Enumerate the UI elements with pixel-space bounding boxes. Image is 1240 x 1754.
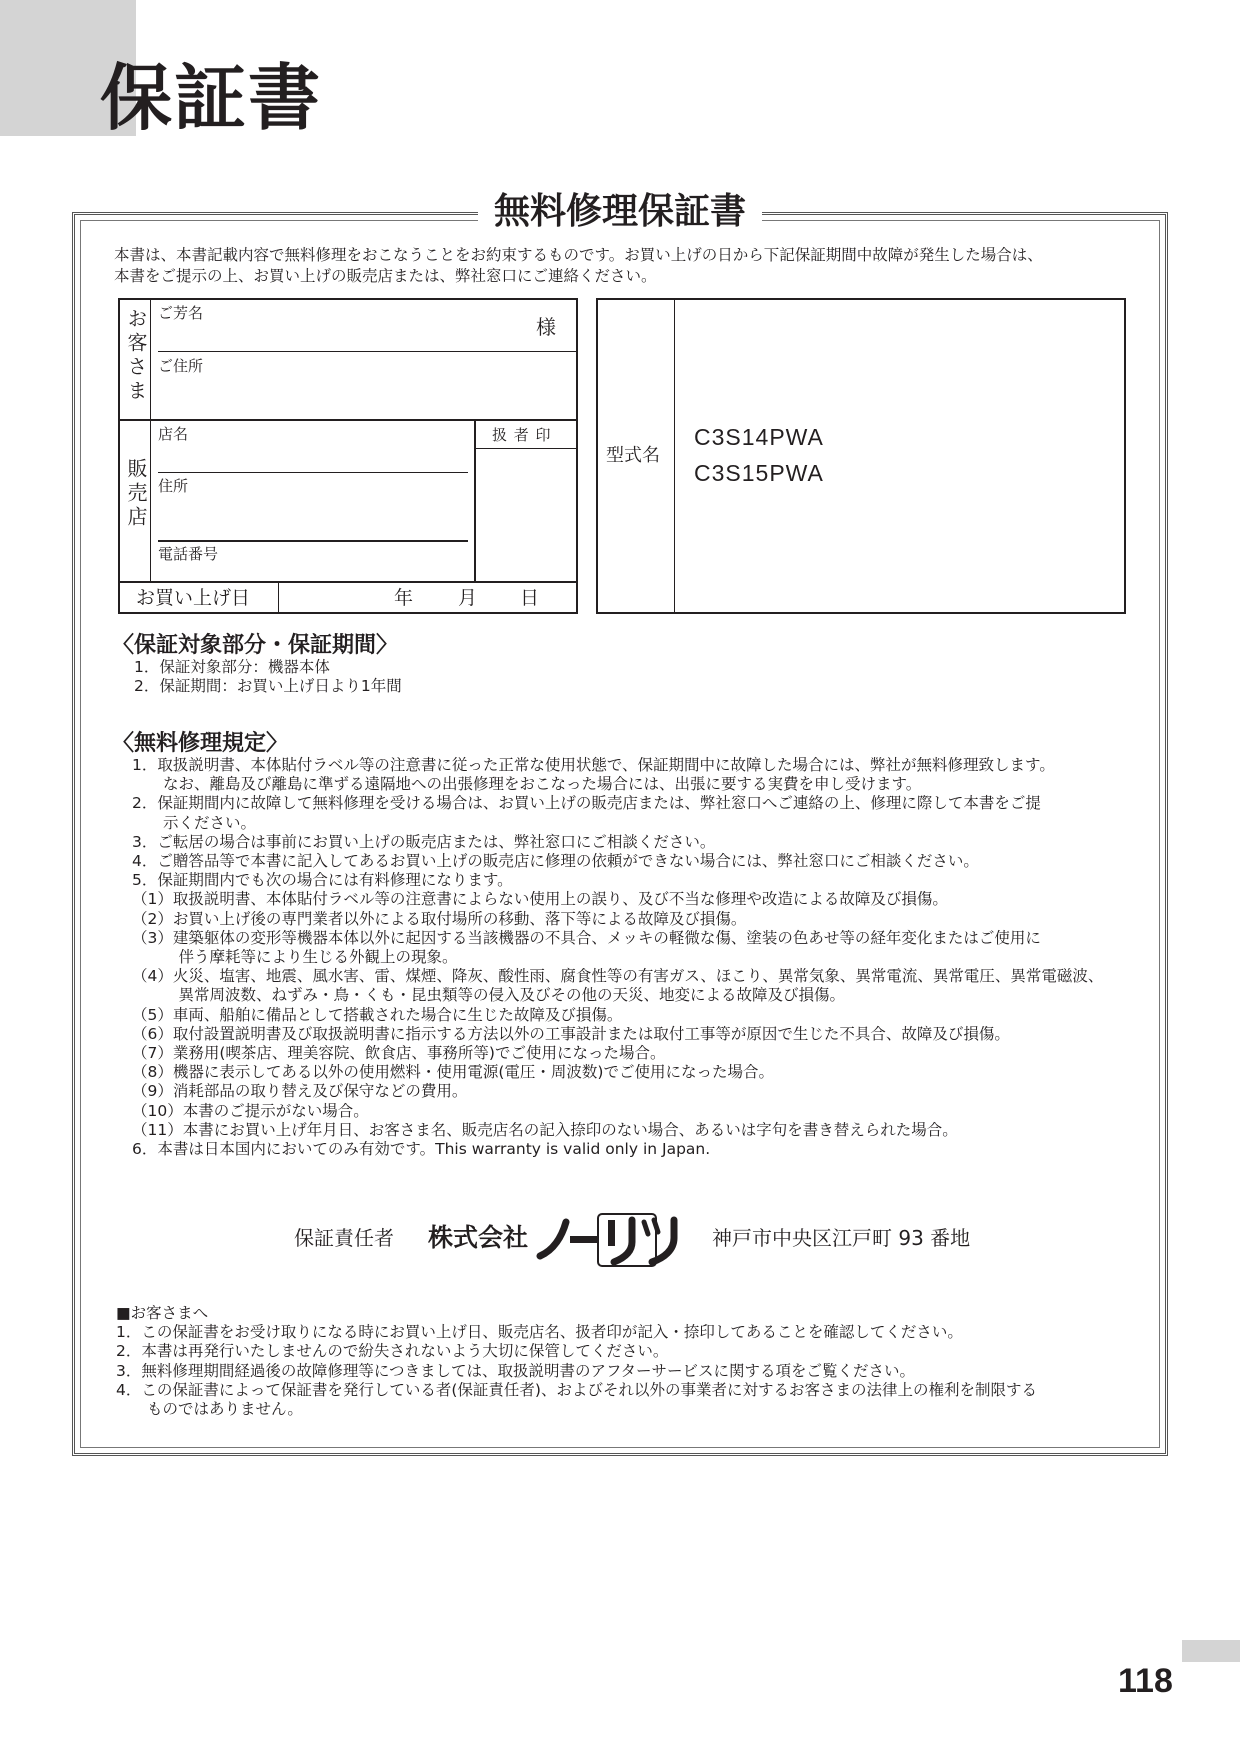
model-label: 型式名 bbox=[606, 445, 660, 466]
customer-section-label: お客さま bbox=[124, 308, 148, 404]
phone-label: 電話番号 bbox=[158, 545, 219, 563]
list-item: 1．保証対象部分：機器本体 bbox=[134, 658, 330, 676]
list-item: （4）火災、塩害、地震、風水害、雷、煤煙、降灰、酸性雨、腐食性等の有害ガス、ほこり、異常気象、異常電流、異常電圧、異常電磁波、 bbox=[132, 967, 1104, 986]
responsible-label: 保証責任者 bbox=[294, 1226, 394, 1250]
logo-graphic bbox=[536, 1212, 686, 1268]
list-item: （1）取扱説明書、本体貼付ラベル等の注意書によらない使用上の誤り、及び不当な修理や改造による故障及び損傷。 bbox=[132, 890, 948, 909]
model-divider bbox=[674, 299, 675, 613]
table-divider bbox=[475, 448, 577, 449]
customer-notes bbox=[116, 1304, 1037, 1419]
intro-line: 本書をご提示の上、お買い上げの販売店または、弊社窓口にご連絡ください。 bbox=[114, 267, 657, 285]
list-item: 異常周波数、ねずみ・鳥・くも・昆虫類等の侵入及びその他の天災、地変による故障及び損傷。 bbox=[132, 986, 846, 1005]
list-item: ものではありません。 bbox=[116, 1400, 303, 1419]
dealer-address-label: 住所 bbox=[158, 477, 189, 495]
table-divider bbox=[119, 419, 577, 421]
purchase-date-label: お買い上げ日 bbox=[136, 587, 251, 609]
day-label: 日 bbox=[520, 587, 540, 609]
list-item: （8）機器に表示してある以外の使用燃料・使用電源(電圧・周波数)でご使用になった場合。 bbox=[132, 1063, 774, 1082]
model-value: C3S15PWA bbox=[694, 460, 824, 486]
noritz-logo bbox=[536, 1212, 686, 1272]
list-item: 伴う摩耗等により生じる外観上の現象。 bbox=[132, 948, 458, 967]
list-item: 1．取扱説明書、本体貼付ラベル等の注意書に従った正常な使用状態で、保証期間中に故障した場合には、弊社が無料修理致します。 bbox=[132, 756, 1055, 774]
list-item: 1．この保証書をお受け取りになる時にお買い上げ日、販売店名、扱者印が記入・捺印してあることを確認してください。 bbox=[116, 1323, 963, 1342]
list-item: 5．保証期間内でも次の場合には有料修理になります。 bbox=[132, 871, 513, 890]
month-label: 月 bbox=[458, 587, 478, 609]
list-item: 2．保証期間：お買い上げ日より1年間 bbox=[134, 677, 402, 696]
list-item: 6．本書は日本国内においてのみ有効です。This warranty is valid only in Japan. bbox=[132, 1140, 711, 1159]
list-item: 3．無料修理期間経過後の故障修理等につきましては、取扱説明書のアフターサービスに関する項をご覧ください。 bbox=[116, 1361, 915, 1380]
list-item: 4．ご贈答品等で本書に記入してあるお買い上げの販売店に修理の依頼ができない場合には、弊社窓口にご相談ください。 bbox=[132, 852, 979, 871]
company-address: 神戸市中央区江戸町 93 番地 bbox=[712, 1226, 971, 1250]
intro-line: 本書は、本書記載内容で無料修理をおこなうことをお約束するものです。お買い上げの日から下記保証期間中故障が発生した場合は、 bbox=[114, 246, 1043, 264]
address-underline bbox=[158, 540, 468, 542]
list-item: 3．ご転居の場合は事前にお買い上げの販売店または、弊社窓口にご相談ください。 bbox=[132, 832, 716, 851]
table-divider bbox=[278, 582, 279, 613]
dealer-section-label: 販売店 bbox=[124, 458, 148, 530]
company-type: 株式会社 bbox=[428, 1223, 529, 1252]
model-box bbox=[596, 298, 1126, 614]
year-label: 年 bbox=[394, 587, 414, 609]
coverage-heading: 〈保証対象部分・保証期間〉 bbox=[112, 633, 399, 658]
page-tab bbox=[1182, 1640, 1240, 1662]
rules-heading: 〈無料修理規定〉 bbox=[112, 731, 289, 756]
coverage-list bbox=[134, 658, 402, 696]
page-number: 118 bbox=[1118, 1662, 1173, 1700]
table-divider bbox=[119, 581, 577, 583]
name-label: ご芳名 bbox=[158, 304, 204, 322]
model-value: C3S14PWA bbox=[694, 424, 824, 450]
address-label: ご住所 bbox=[158, 357, 204, 375]
name-underline bbox=[158, 351, 576, 352]
intro-text bbox=[114, 245, 1043, 287]
certificate-title-wrap bbox=[0, 186, 1240, 238]
honorific: 様 bbox=[536, 315, 556, 339]
handler-stamp-label: 扱 者 印 bbox=[492, 426, 552, 444]
store-underline bbox=[158, 472, 468, 473]
rules-list bbox=[132, 756, 1103, 1159]
list-item: 4．この保証書によって保証書を発行している者(保証責任者)、およびそれ以外の事業者に対するお客さまの法律上の権利を制限する bbox=[116, 1380, 1037, 1399]
list-item: 2．本書は再発行いたしませんので紛失されないよう大切に保管してください。 bbox=[116, 1342, 669, 1361]
store-label: 店名 bbox=[158, 425, 189, 443]
list-item: （5）車両、船舶に備品として搭載された場合に生じた故障及び損傷。 bbox=[132, 1005, 623, 1024]
list-item: 2．保証期間内に故障して無料修理を受ける場合は、お買い上げの販売店または、弊社窓口へご連絡の上、修理に際して本書をご提 bbox=[132, 794, 1041, 813]
list-item: なお、離島及び離島に準ずる遠隔地への出張修理をおこなった場合には、出張に要する実費を申し受けます。 bbox=[132, 775, 922, 794]
certificate-title: 無料修理保証書 bbox=[478, 186, 762, 238]
customer-dealer-table bbox=[118, 298, 578, 614]
notes-heading: ■お客さまへ bbox=[116, 1304, 209, 1322]
list-item: （6）取付設置説明書及び取扱説明書に指示する方法以外の工事設計または取付工事等が原因で生じた不具合、故障及び損傷。 bbox=[132, 1024, 1010, 1043]
list-item: （2）お買い上げ後の専門業者以外による取付場所の移動、落下等による故障及び損傷。 bbox=[132, 909, 747, 928]
list-item: （9）消耗部品の取り替え及び保守などの費用。 bbox=[132, 1082, 468, 1101]
list-item: （10）本書のご提示がない場合。 bbox=[132, 1101, 369, 1120]
list-item: （7）業務用(喫茶店、理美容院、飲食店、事務所等)でご使用になった場合。 bbox=[132, 1044, 666, 1063]
table-divider bbox=[474, 420, 476, 582]
list-item: （3）建築躯体の変形等機器本体以外に起因する当該機器の不具合、メッキの軽微な傷、塗装の色あせ等の経年変化またはご使用に bbox=[132, 928, 1041, 947]
page-title: 保証書 bbox=[100, 56, 323, 140]
list-item: （11）本書にお買い上げ年月日、お客さま名、販売店名の記入捺印のない場合、あるいは字句を書き替えられた場合。 bbox=[132, 1120, 958, 1139]
list-item: 示ください。 bbox=[132, 813, 257, 832]
